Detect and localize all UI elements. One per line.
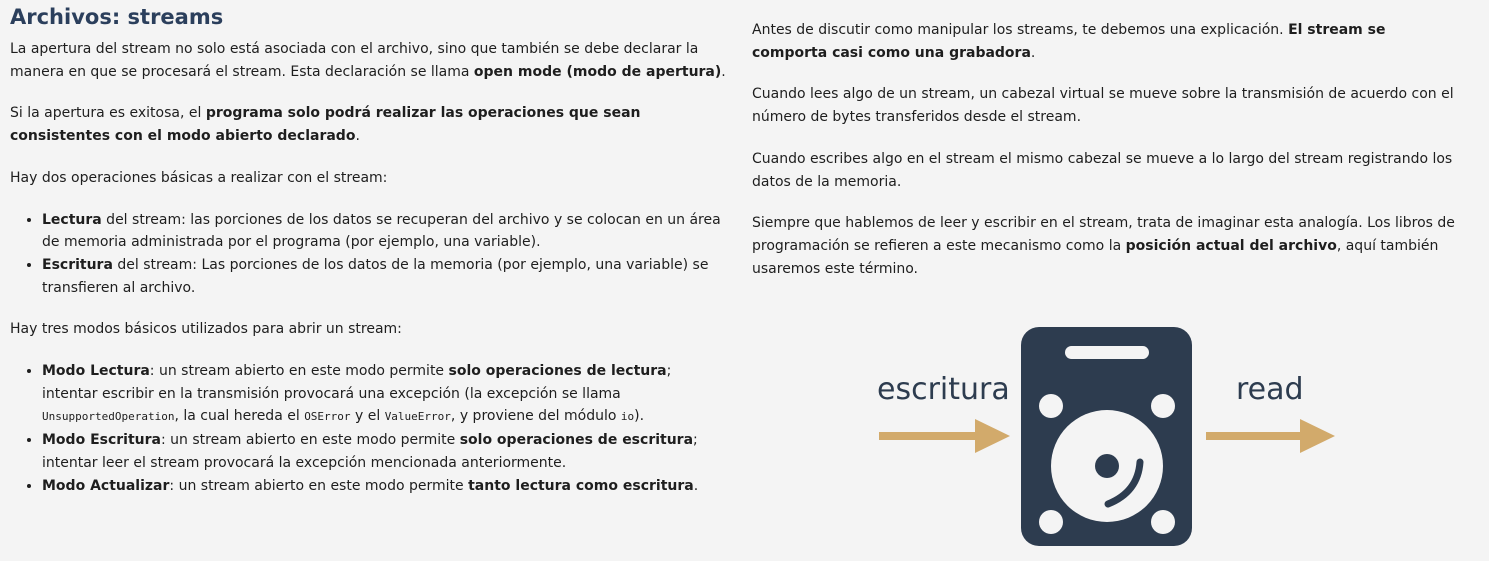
code-text: ValueError [384,410,451,424]
list-item [42,209,730,254]
paragraph-open-mode [10,38,730,83]
bold-text: solo operaciones de lectura [448,363,667,380]
bold-text: posición actual del archivo [1125,237,1337,254]
bold-text: Modo Escritura [42,432,161,449]
hard-drive-icon [1021,327,1192,546]
right-column [752,19,1464,280]
arrow-right-icon [1206,419,1335,453]
arrow-right-icon [879,419,1010,453]
page-title: Archivos: streams [10,5,224,29]
text: : un stream abierto en este modo permite [169,477,469,494]
paragraph-modes-intro: Hay tres modos básicos utilizados para abrir un stream: [10,321,402,338]
text: : un stream abierto en este modo permite [149,363,449,380]
text: Si la apertura es exitosa, el [10,105,206,122]
bold-text: El stream se comporta casi como una grabadora [752,22,1386,61]
text: del stream: Las porciones de los datos de la memoria (por ejemplo, una variable) se transfieren al archivo. [42,256,709,296]
text: , aquí también usaremos este término. [752,237,1439,277]
list-item [42,254,730,299]
paragraph-analogy [752,212,1464,280]
paragraph-success [10,102,730,147]
bold-text: programa solo podrá realizar las operaciones que sean consistentes con el modo abierto declarado [10,105,641,145]
list-item [42,475,730,498]
bold-text: Lectura [42,211,102,228]
bold-text: solo operaciones de escritura [459,432,694,449]
text: . [693,477,699,494]
bold-text: Escritura [42,256,113,273]
paragraph-recorder [752,19,1464,64]
stream-illustration [870,322,1350,552]
bold-text: open mode (modo de apertura) [473,63,722,80]
text: . [1030,44,1036,61]
text: Siempre que hablemos de leer y escribir en el stream, trata de imaginar esta analogía. Los libros de programación se refieren a este mecanismo como la [752,215,1455,254]
text: La apertura del stream no solo está asociada con el archivo, sino que también se debe declarar la manera en que se procesará el stream. Esta declaración se llama [10,41,699,80]
list-item [42,360,730,429]
text: y el [350,408,385,425]
bold-text: tanto lectura como escritura [468,477,694,494]
text: ). [634,408,645,425]
paragraph-read-head: Cuando lees algo de un stream, un cabezal virtual se mueve sobre la transmisión de acuerdo con el número de bytes transferidos desde el stream. [752,86,1454,126]
operations-list [10,209,730,300]
text: ; intentar leer el stream provocará la excepción mencionada anteriormente. [42,432,698,471]
right-label: read [1236,372,1304,407]
paragraph-operations-intro: Hay dos operaciones básicas a realizar con el stream: [10,169,388,186]
code-text: io [620,410,635,424]
left-column [10,38,730,497]
text: : un stream abierto en este modo permite [160,432,460,449]
modes-list [10,360,730,497]
text: ; intentar escribir en la transmisión provocará una excepción (la excepción se llama [42,363,672,402]
left-label: escritura [877,372,1010,407]
bold-text: Modo Actualizar [42,477,170,494]
paragraph-write-head: Cuando escribes algo en el stream el mismo cabezal se mueve a lo largo del stream registrando los datos de la memoria. [752,150,1453,190]
bold-text: Modo Lectura [42,363,150,380]
code-text: OSError [304,410,351,424]
text: . [721,63,726,80]
code-text: UnsupportedOperation [42,410,175,424]
list-item [42,429,730,474]
text: , y proviene del módulo [450,408,621,425]
text: del stream: las porciones de los datos se recuperan del archivo y se colocan en un área de memoria administrada por el programa (por ejemplo, una variable). [42,211,721,251]
text: . [355,128,360,145]
text: , la cual hereda el [174,408,305,425]
text: Antes de discutir como manipular los streams, te debemos una explicación. [752,22,1289,38]
